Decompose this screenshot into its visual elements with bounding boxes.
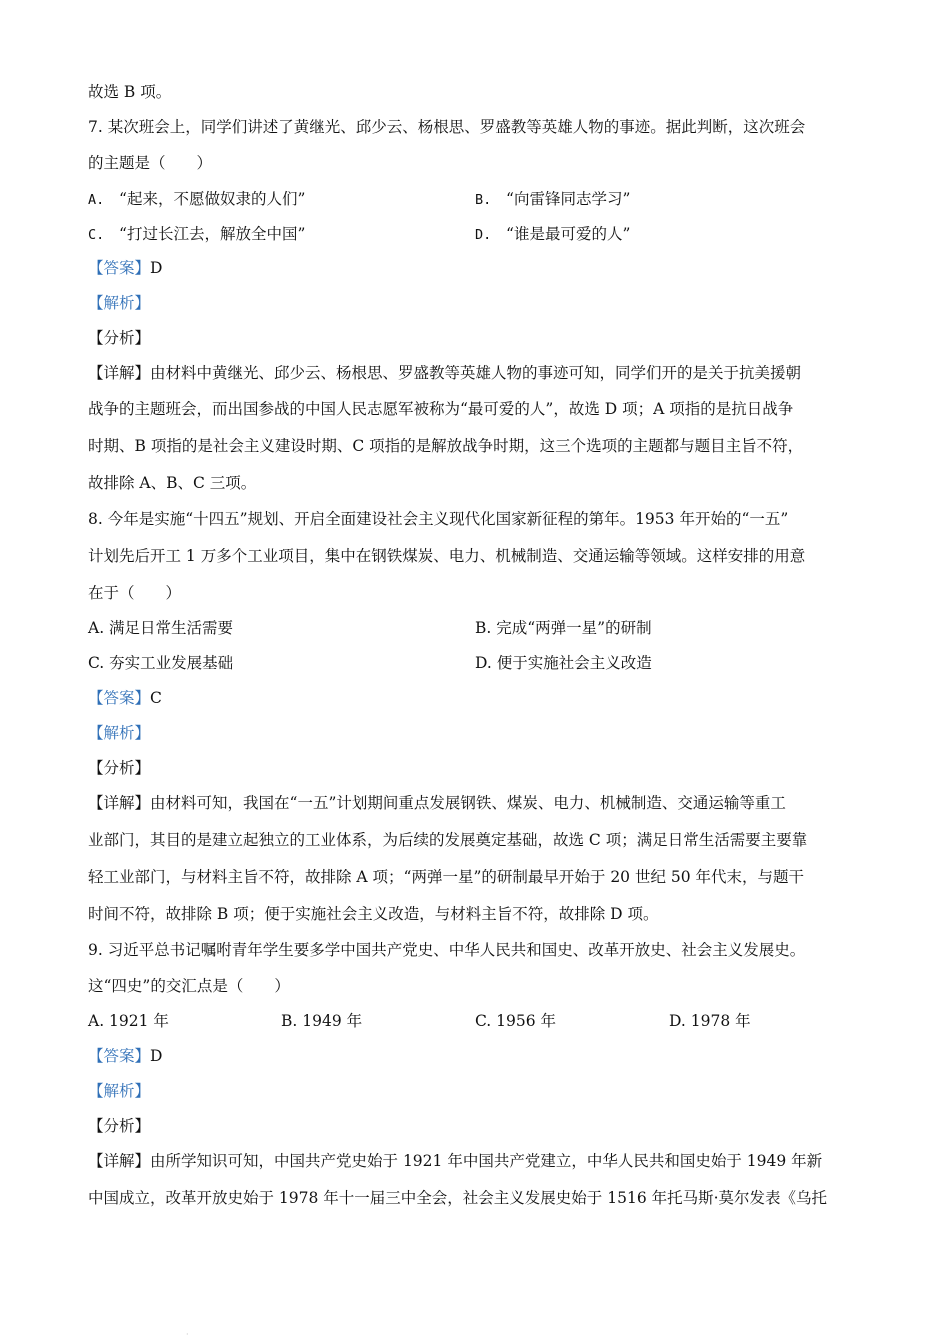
q7-stem-line-1: 7. 某次班会上，同学们讲述了黄继光、邱少云、杨根思、罗盛教等英雄人物的事迹。据此判断，这次班会 <box>88 118 806 136</box>
q8-detail-line-2: 业部门，其目的是建立起独立的工业体系，为后续的发展奠定基础，故选 C 项；满足日常生活需要主要靠 <box>88 831 808 849</box>
q8-detail-tag: 【详解】 <box>88 794 151 812</box>
q7-detail-line-3: 时期、B 项指的是社会主义建设时期、C 项指的是解放战争时期，这三个选项的主题都与题目主旨不符， <box>88 437 804 455</box>
q9-analysis-tag: 【解析】 <box>88 1082 151 1100</box>
q9-answer-tag: 【答案】 <box>88 1047 151 1065</box>
q7-option-a-text: “起来，不愿做奴隶的人们” <box>119 190 306 208</box>
q9-detail-text-1: 由所学知识可知，中国共产党史始于 1921 年中国共产党建立，中华人民共和国史始于 1949 年新 <box>150 1152 823 1170</box>
q8-answer-tag: 【答案】 <box>88 689 151 707</box>
q8-option-d: D. 便于实施社会主义改造 <box>475 654 652 672</box>
q7-stem-line-2: 的主题是（ ） <box>88 154 213 172</box>
q8-detail-line-4: 时间不符，故排除 B 项；便于实施社会主义改造，与材料主旨不符，故排除 D 项。 <box>88 905 659 923</box>
q7-detail-tag: 【详解】 <box>88 364 151 382</box>
q7-option-a-letter: A. <box>88 192 105 208</box>
q7-option-b <box>475 189 630 210</box>
q8-stem-line-1: 8. 今年是实施“十四五”规划、开启全面建设社会主义现代化国家新征程的第年。1953 年开始的“一五” <box>88 510 789 528</box>
q7-detail-line-4: 故排除 A、B、C 三项。 <box>88 474 257 492</box>
q8-answer-value: C <box>150 689 162 707</box>
q7-option-c-letter: C. <box>88 227 105 243</box>
q7-answer <box>88 258 162 278</box>
q8-option-a: A. 满足日常生活需要 <box>88 619 234 637</box>
q7-detail-line-1 <box>88 363 801 383</box>
q7-option-c <box>88 224 305 245</box>
q7-option-d <box>475 224 630 245</box>
q9-answer <box>88 1046 162 1066</box>
q8-answer <box>88 688 162 708</box>
q7-answer-value: D <box>150 259 163 277</box>
q9-stem-line-1: 9. 习近平总书记嘱咐青年学生要多学中国共产党史、中华人民共和国史、改革开放史、社会主义发展史。 <box>88 941 806 959</box>
q7-option-d-letter: D. <box>475 227 492 243</box>
q9-detail-line-2: 中国成立，改革开放史始于 1978 年十一届三中全会，社会主义发展史始于 1516 年托马斯·莫尔发表《乌托 <box>88 1189 828 1207</box>
q8-stem-line-3: 在于（ ） <box>88 584 182 602</box>
q8-option-b: B. 完成“两弹一星”的研制 <box>475 619 652 637</box>
q7-detail-line-2: 战争的主题班会，而出国参战的中国人民志愿军被称为“最可爱的人”，故选 D 项；A 项指的是抗日战争 <box>88 400 794 418</box>
q7-option-b-letter: B. <box>475 192 492 208</box>
footer-mark: · <box>186 1330 189 1339</box>
q9-detail-line-1 <box>88 1151 822 1171</box>
q7-option-a <box>88 189 305 210</box>
q9-option-a: A. 1921 年 <box>88 1012 169 1030</box>
q8-stem-line-2: 计划先后开工 1 万多个工业项目，集中在钢铁煤炭、电力、机械制造、交通运输等领域。这样安排的用意 <box>88 547 806 565</box>
q8-fenxi: 【分析】 <box>88 759 151 777</box>
q9-option-c: C. 1956 年 <box>475 1012 557 1030</box>
q7-analysis-tag: 【解析】 <box>88 294 151 312</box>
q9-fenxi: 【分析】 <box>88 1117 151 1135</box>
q8-option-c: C. 夯实工业发展基础 <box>88 654 234 672</box>
q9-detail-tag: 【详解】 <box>88 1152 151 1170</box>
q9-stem-line-2: 这“四史”的交汇点是（ ） <box>88 977 290 995</box>
q7-detail-text-1: 由材料中黄继光、邱少云、杨根思、罗盛教等英雄人物的事迹可知，同学们开的是关于抗美援朝 <box>150 364 802 382</box>
q7-option-d-text: “谁是最可爱的人” <box>506 225 631 243</box>
q8-detail-line-3: 轻工业部门，与材料主旨不符，故排除 A 项；“两弹一星”的研制最早开始于 20 世纪 50 年代末，与题干 <box>88 868 805 886</box>
intro-line: 故选 B 项。 <box>88 83 172 101</box>
q7-option-c-text: “打过长江去，解放全中国” <box>119 225 306 243</box>
q7-fenxi: 【分析】 <box>88 329 151 347</box>
q9-option-d: D. 1978 年 <box>669 1012 751 1030</box>
q7-option-b-text: “向雷锋同志学习” <box>506 190 631 208</box>
q9-option-b: B. 1949 年 <box>281 1012 363 1030</box>
q7-answer-tag: 【答案】 <box>88 259 151 277</box>
q9-answer-value: D <box>150 1047 163 1065</box>
q8-detail-text-1: 由材料可知，我国在“一五”计划期间重点发展钢铁、煤炭、电力、机械制造、交通运输等重工 <box>150 794 786 812</box>
q8-analysis-tag: 【解析】 <box>88 724 151 742</box>
q8-detail-line-1 <box>88 793 786 813</box>
